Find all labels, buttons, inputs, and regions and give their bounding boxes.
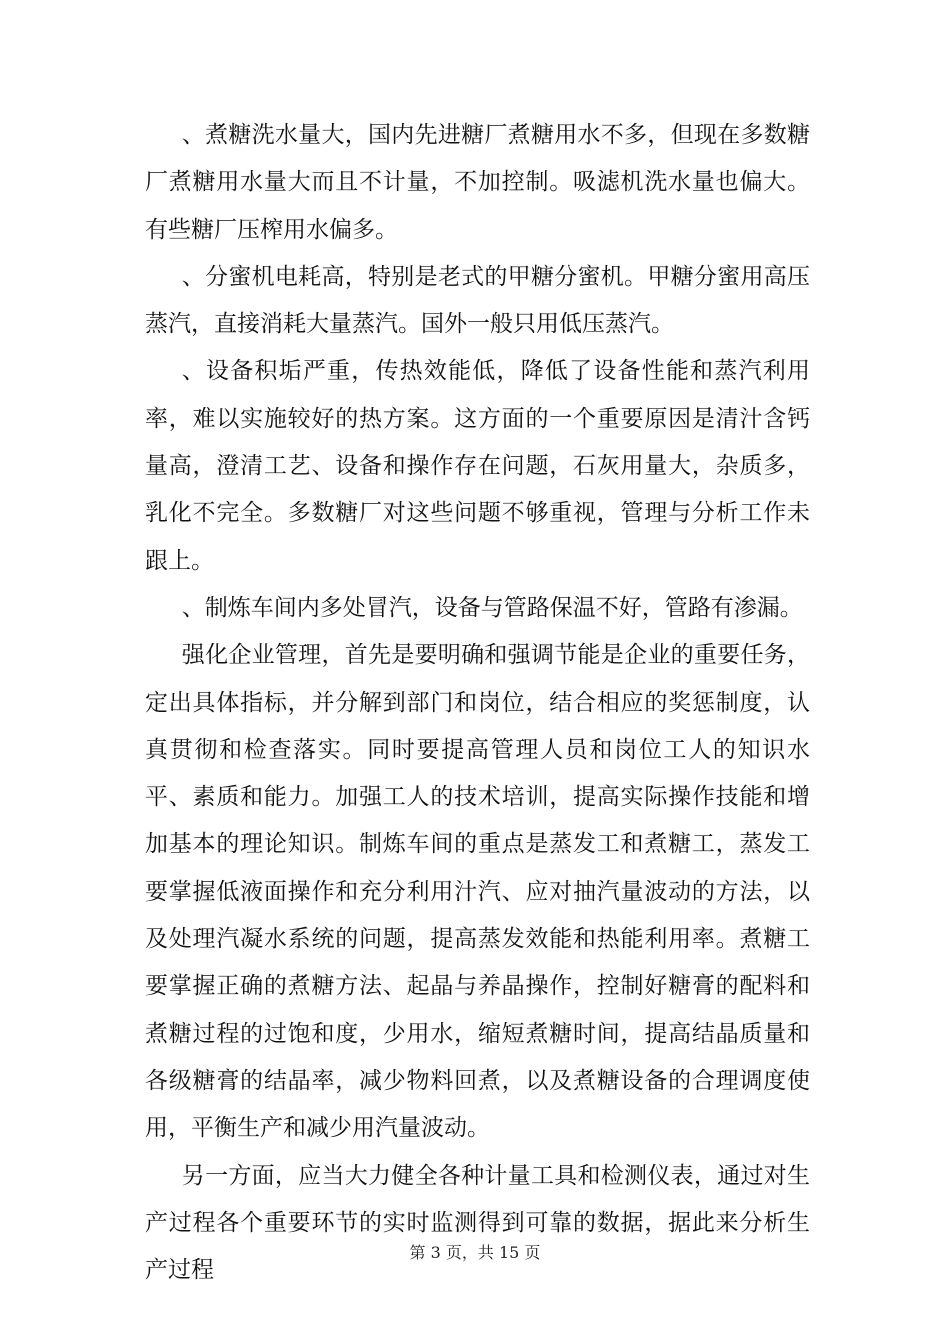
document-body (145, 112, 810, 1294)
paragraph-centrifuge-power: 、分蜜机电耗高，特别是老式的甲糖分蜜机。甲糖分蜜用高压蒸汽，直接消耗大量蒸汽。国外一般只用低压蒸汽。 (145, 263, 810, 338)
page-number-footer: 第 3 页，共 15 页 (409, 1243, 541, 1262)
paragraph-equipment-scaling: 、设备积垢严重，传热效能低，降低了设备性能和蒸汽利用率，难以实施较好的热方案。这方面的一个重要原因是清汁含钙量高，澄清工艺、设备和操作存在问题，石灰用量大，杂质多，乳化不完全。多数糖厂对这些问题不够重视，管理与分析工作未跟上。 (145, 358, 810, 574)
paragraph-steam-leaks: 、制炼车间内多处冒汽，设备与管路保温不好，管路有渗漏。 (181, 594, 803, 621)
paragraph-management: 强化企业管理，首先是要明确和强调节能是企业的重要任务，定出具体指标，并分解到部门和岗位，结合相应的奖惩制度，认真贯彻和检查落实。同时要提高管理人员和岗位工人的知识水平、素质和能力。加强工人的技术培训，提高实际操作技能和增加基本的理论知识。制炼车间的重点是蒸发工和煮糖工，蒸发工要掌握低液面操作和充分利用汁汽、应对抽汽量波动的方法，以及处理汽凝水系统的问题，提高蒸发效能和热能利用率。煮糖工要掌握正确的煮糖方法、起晶与养晶操作，控制好糖膏的配料和煮糖过程的过饱和度，少用水，缩短煮糖时间，提高结晶质量和各级糖膏的结晶率，减少物料回煮，以及煮糖设备的合理调度使用，平衡生产和减少用汽量波动。 (145, 642, 810, 1142)
paragraph-boiling-water: 、煮糖洗水量大，国内先进糖厂煮糖用水不多，但现在多数糖厂煮糖用水量大而且不计量，不加控制。吸滤机洗水量也偏大。有些糖厂压榨用水偏多。 (145, 122, 810, 243)
paragraph-instrumentation: 另一方面，应当大力健全各种计量工具和检测仪表，通过对生产过程各个重要环节的实时监测得到可靠的数据，据此来分析生产过程 (145, 1162, 810, 1284)
